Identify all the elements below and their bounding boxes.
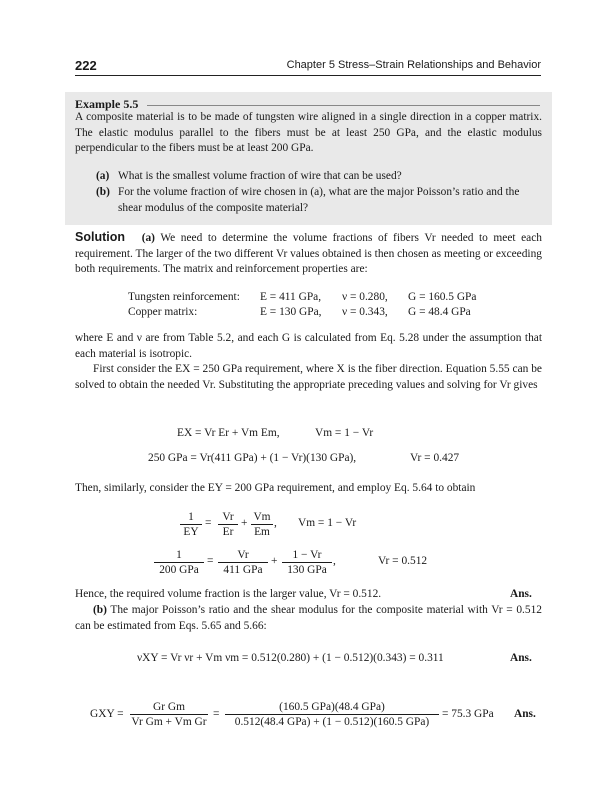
fraction-vr-over-er: Vr Er <box>218 510 238 539</box>
equation-gxy-result: = 75.3 GPa <box>442 708 494 720</box>
part-b-label: (b) <box>93 604 107 616</box>
fraction-grgm: Gr Gm Vr Gm + Vm Gr <box>131 701 207 728</box>
hence-text: Hence, the required volume fraction is the larger value, Vr = 0.512. <box>75 588 382 600</box>
fraction-vr-over-411: Vr 411 GPa <box>218 548 268 577</box>
page-header <box>75 58 541 74</box>
part-b-text: (b) The major Poisson’s ratio and the shear modulus for the composite material with Vr = 0.512 can be estimated from Eqs. 5.65 and 5.66: <box>75 604 542 632</box>
header-rule <box>75 75 541 76</box>
where-text: where E and ν are from Table 5.2, and each G is calculated from Eq. 5.28 under the assumption that each material is isotropic. <box>75 332 542 360</box>
chapter-title: Chapter 5 Stress–Strain Relationships and Behavior <box>286 59 541 71</box>
question-a <box>96 169 542 185</box>
question-label: (a) <box>96 170 110 182</box>
solution-intro-text: We need to determine the volume fractions of fibers Vr needed to meet each requirement. The larger of the two different Vr values obtained is then chosen as meeting or exceeding both requirements. The matrix and reinforcement properties are: <box>75 232 542 276</box>
part-a-label: (a) <box>141 232 155 244</box>
question-b <box>96 185 542 216</box>
property-row: Copper matrix: E = 130 GPa, ν = 0.343, G = 48.4 GPa <box>128 306 471 318</box>
fraction-1-over-ey: 1 EY <box>180 510 202 539</box>
question-text: For the volume fraction of wire chosen in (a), what are the major Poisson’s ratio and the shear modulus of the composite material? <box>118 186 520 214</box>
fraction-numeric-g: (160.5 GPa)(48.4 GPa) 0.512(48.4 GPa) + (1 − 0.512)(160.5 GPa) <box>225 700 439 729</box>
solution-intro <box>75 230 542 278</box>
equation-vm: Vm = 1 − Vr <box>315 427 374 439</box>
equation-poisson: νXY = Vr νr + Vm νm = 0.512(0.280) + (1 − 0.512)(0.343) = 0.311 <box>137 652 444 664</box>
solution-heading: Solution <box>75 230 125 244</box>
equation-ex: EX = Vr Er + Vm Em, <box>177 427 280 439</box>
first-consider-text: First consider the EX = 250 GPa requirement, where X is the fiber direction. Equation 5.55 can be solved to obtain the needed Vr. Substituting the appropriate preceding values and solving for Vr gives <box>75 363 542 391</box>
equation-gxy-lhs: GXY = <box>90 708 124 720</box>
equation-vm-2: Vm = 1 − Vr <box>298 517 357 529</box>
example-statement: A composite material is to be made of tungsten wire aligned in a single direction in a copper matrix. The elastic modulus parallel to the fibers must be at least 250 GPa, and the elastic modulus perpendicular to the fibers must be at least 200 GPa. <box>75 111 542 155</box>
fraction-1-over-200: 1 200 GPa <box>154 548 204 577</box>
example-title: Example 5.5 <box>75 97 139 111</box>
fraction-vm-over-em: Vm Em <box>251 510 273 539</box>
question-label: (b) <box>96 186 110 198</box>
fraction-1-vr-over-130: 1 − Vr 130 GPa <box>282 548 332 577</box>
then-text: Then, similarly, consider the EY = 200 GPa requirement, and employ Eq. 5.64 to obtain <box>75 482 476 494</box>
answer-label: Ans. <box>514 708 536 720</box>
equation-vr-result-2: Vr = 0.512 <box>378 555 428 567</box>
page-number: 222 <box>75 58 97 73</box>
equation-vr-result-1: Vr = 0.427 <box>410 452 460 464</box>
equation-250: 250 GPa = Vr(411 GPa) + (1 − Vr)(130 GPa), <box>148 452 357 464</box>
answer-label: Ans. <box>510 652 532 664</box>
example-title-rule <box>147 105 540 106</box>
question-text: What is the smallest volume fraction of wire that can be used? <box>118 170 402 182</box>
answer-label: Ans. <box>510 588 532 600</box>
property-row: Tungsten reinforcement: E = 411 GPa, ν = 0.280, G = 160.5 GPa <box>128 291 477 303</box>
